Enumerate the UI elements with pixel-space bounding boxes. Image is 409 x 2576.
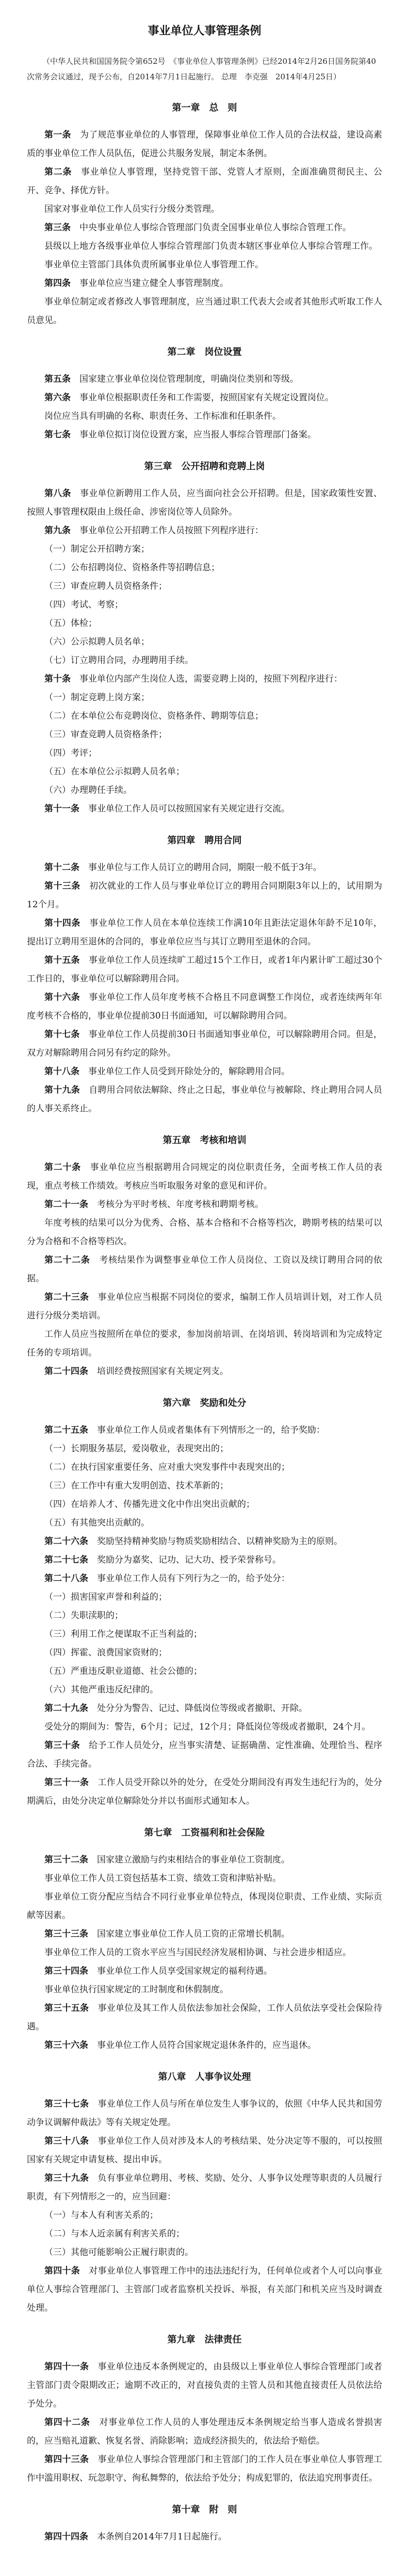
article xyxy=(27,2132,382,2169)
chapter-heading: 第四章 聘用合同 xyxy=(167,835,242,846)
chapter xyxy=(27,2501,382,2546)
article-number: 第三十四条 xyxy=(44,1966,88,1976)
article-number: 第十七条 xyxy=(44,1029,80,1040)
article xyxy=(27,2450,382,2487)
article-text: （六）公示拟聘人员名单； xyxy=(44,637,150,647)
article xyxy=(27,274,382,293)
article-text: 事业单位工作人员的工资水平应当与国民经济发展相协调、与社会进步相适应。 xyxy=(44,1947,351,1958)
article-number: 第三十五条 xyxy=(44,2003,89,2013)
article-number: 第三十一条 xyxy=(44,1777,89,1788)
article xyxy=(27,388,382,407)
article xyxy=(27,858,382,877)
article-number: 第四十二条 xyxy=(44,2417,90,2428)
article-number: 第十四条 xyxy=(44,918,80,928)
article-text: （五）有其他突出贡献的。 xyxy=(44,1518,150,1528)
article-number: 第十一条 xyxy=(44,804,79,814)
article-number: 第二条 xyxy=(44,167,72,177)
chapter xyxy=(27,457,382,818)
article-text: 事业单位应当根据聘用合同规定的岗位职责任务，全面考核工作人员的表现，重点考核工作绩效。考核应当听取服务对象的意见和评价。 xyxy=(27,1162,383,1191)
article xyxy=(27,2528,382,2546)
article-paragraph xyxy=(27,1888,382,1925)
article-text: 事业单位工作人员与所在单位发生人事争议的，依照《中华人民共和国劳动争议调解仲裁法》等有关规定处理。 xyxy=(27,2099,383,2128)
article-number: 第十三条 xyxy=(44,881,80,891)
article-text: （五）体检； xyxy=(44,618,97,629)
article-number: 第二十条 xyxy=(44,1162,81,1173)
article-text: （六）办理聘任手续。 xyxy=(44,785,132,795)
article-text: 奖励分为嘉奖、记功、记大功、授予荣誉称号。 xyxy=(97,1555,281,1565)
article-text: （五）严重违反职业道德、社会公德的； xyxy=(44,1666,202,1676)
article xyxy=(27,1532,382,1551)
list-item xyxy=(27,1606,382,1625)
article-text: 对事业单位工作人员的人事处理违反本条例规定给当事人造成名誉损害的，应当赔礼道歉、恢复名誉、消除影响；造成经济损失的，依法给予赔偿。 xyxy=(27,2417,383,2446)
article-text: 事业单位人事管理，坚持党管干部、党管人才原则，全面准确贯彻民主、公开、竞争、择优方针。 xyxy=(27,167,383,196)
article xyxy=(27,521,382,540)
article xyxy=(27,163,382,200)
article-text: 事业单位工作人员符合国家规定退休条件的，应当退休。 xyxy=(97,2040,316,2050)
article-text: 事业单位工作人员连续旷工超过15个工作日，或者1年内累计旷工超过30个工作日的，事业单位可以解除聘用合同。 xyxy=(27,955,382,984)
article-number: 第四十一条 xyxy=(44,2362,89,2372)
article-text: 事业单位新聘用工作人员，应当面向社会公开招聘。但是，国家政策性安置、按照人事管理权限由上级任命、涉密岗位等人员除外。 xyxy=(27,488,383,517)
article-text: 事业单位工作人员或者集体有下列情形之一的，给予奖励： xyxy=(97,1425,325,1435)
list-item xyxy=(27,762,382,781)
article-paragraph xyxy=(27,1214,382,1251)
article-text: 事业单位工作人员对涉及本人的考核结果、处分决定等不服的，可以按照国家有关规定申请复核、提出申诉。 xyxy=(27,2136,383,2165)
article-number: 第二十六条 xyxy=(44,1536,88,1547)
article-text: 初次就业的工作人员与事业单位订立的聘用合同期限3年以上的，试用期为12个月。 xyxy=(27,881,382,910)
article-number: 第二十七条 xyxy=(44,1555,88,1565)
article-text: 事业单位工作人员在本单位连续工作满10年且距法定退休年龄不足10年，提出订立聘用至退休的合同的，事业单位应当与其订立聘用至退休的合同。 xyxy=(27,918,383,947)
list-item xyxy=(27,707,382,725)
chapter xyxy=(27,99,382,330)
list-item xyxy=(27,540,382,558)
article xyxy=(27,426,382,444)
article-text: （三）其他可能影响公正履行职责的。 xyxy=(44,2247,193,2258)
article xyxy=(27,1062,382,1081)
article-text: 事业单位与工作人员订立的聘用合同，期限一般不低于3年。 xyxy=(88,862,322,873)
article-text: 事业单位工作人员可以按照国家有关规定进行交流。 xyxy=(88,804,290,814)
article-number: 第八条 xyxy=(44,488,71,499)
article-text: （一）长期服务基层，爱岗敬业，表现突出的； xyxy=(44,1444,228,1454)
article-paragraph xyxy=(27,237,382,256)
article-text: 事业单位工作人员受到开除处分的，解除聘用合同。 xyxy=(88,1066,290,1077)
chapter xyxy=(27,1394,382,1810)
list-item xyxy=(27,1514,382,1532)
article-text: （一）损害国家声誉和利益的； xyxy=(44,1592,167,1602)
article-text: 事业单位人事综合管理部门和主管部门的工作人员在事业单位人事管理工作中滥用职权、玩忽职守、徇私舞弊的，依法给予处分；构成犯罪的，依法追究刑事责任。 xyxy=(27,2454,383,2483)
article xyxy=(27,1195,382,1214)
article-text: 国家建立激励与约束相结合的事业单位工资制度。 xyxy=(97,1855,290,1865)
article xyxy=(27,2262,382,2317)
list-item xyxy=(27,558,382,577)
list-item xyxy=(27,1439,382,1458)
article-text: （一）制定竞聘上岗方案； xyxy=(44,692,150,703)
article-paragraph xyxy=(27,407,382,426)
article-number: 第十八条 xyxy=(44,1066,79,1077)
article xyxy=(27,1851,382,1869)
article-text: （二）失职渎职的； xyxy=(44,1611,123,1621)
article-text: 国家建立事业单位岗位管理制度，明确岗位类别和等级。 xyxy=(79,374,299,384)
article-number: 第三十七条 xyxy=(44,2099,89,2109)
article-text: 事业单位公开招聘工作人员按照下列程序进行： xyxy=(79,526,264,536)
list-item xyxy=(27,1588,382,1606)
chapter xyxy=(27,1824,382,2055)
article-text: （四）考试、考察； xyxy=(44,600,123,610)
article xyxy=(27,800,382,818)
article-text: 事业单位主管部门具体负责所属事业单位人事管理工作。 xyxy=(44,260,264,270)
article-text: （四）考评； xyxy=(44,748,97,758)
article-number: 第三十六条 xyxy=(44,2040,88,2050)
article-text: 工作人员应当按照所在单位的要求，参加岗前培训、在岗培训、转岗培训和为完成特定任务的专项培训。 xyxy=(27,1329,382,1358)
article-number: 第二十八条 xyxy=(44,1573,88,1584)
article-text: 事业单位工作人员有下列行为之一的，给予处分： xyxy=(97,1573,290,1584)
article xyxy=(27,1569,382,1588)
article-text: （二）公布招聘岗位、资格条件等招聘信息； xyxy=(44,563,220,573)
chapter xyxy=(27,832,382,1118)
list-item xyxy=(27,2225,382,2243)
article-paragraph xyxy=(27,1980,382,1999)
list-item xyxy=(27,1458,382,1477)
chapter xyxy=(27,343,382,444)
article-text: 给予工作人员处分，应当事实清楚、证据确凿、定性准确、处理恰当、程序合法、手续完备。 xyxy=(27,1740,383,1769)
article-number: 第十五条 xyxy=(44,955,80,965)
chapter xyxy=(27,1131,382,1381)
article-number: 第四十三条 xyxy=(44,2454,89,2465)
article-text: 考核分为平时考核、年度考核和聘期考核。 xyxy=(97,1199,264,1210)
article-text: 事业单位拟订岗位设置方案，应当报人事综合管理部门备案。 xyxy=(79,430,316,440)
list-item xyxy=(27,2243,382,2262)
article xyxy=(27,484,382,521)
article-number: 第十条 xyxy=(44,674,71,684)
article-text: （三）在工作中有重大发明创造、技术革新的； xyxy=(44,1481,228,1491)
article-text: 中央事业单位人事综合管理部门负责全国事业单位人事综合管理工作。 xyxy=(79,223,351,233)
article-paragraph xyxy=(27,1943,382,1962)
list-item xyxy=(27,2206,382,2225)
article-text: 为了规范事业单位的人事管理，保障事业单位工作人员的合法权益，建设高素质的事业单位工作人员队伍，促进公共服务发展，制定本条例。 xyxy=(27,130,383,159)
article-number: 第三条 xyxy=(44,223,71,233)
article-number: 第九条 xyxy=(44,526,71,536)
chapter-heading: 第二章 岗位设置 xyxy=(167,347,242,358)
chapter-heading: 第十章 附 则 xyxy=(172,2504,237,2515)
article-text: 事业单位工作人员享受国家规定的福利待遇。 xyxy=(97,1966,272,1976)
article-text: （五）在本单位公示拟聘人员名单； xyxy=(44,767,185,777)
article-number: 第四条 xyxy=(44,278,71,289)
article-text: （四）在培养人才、传播先进文化中作出突出贡献的； xyxy=(44,1499,255,1510)
article-text: （三）审查竞聘人员资格条件； xyxy=(44,730,167,740)
chapter-list xyxy=(27,99,382,2546)
article-number: 第七条 xyxy=(44,430,71,440)
chapter-heading: 第九章 法律责任 xyxy=(167,2334,242,2345)
article-text: （六）其他严重违反纪律的。 xyxy=(44,1685,158,1695)
list-item xyxy=(27,1681,382,1699)
chapter xyxy=(27,2331,382,2487)
article-text: 事业单位违反本条例规定的，由县级以上事业单位人事综合管理部门或者主管部门责令限期改正；逾期不改正的，对直接负责的主管人员和其他直接责任人员依法给予处分。 xyxy=(27,2362,383,2409)
article-text: 事业单位工作人员年度考核不合格且不同意调整工作岗位，或者连续两年年度考核不合格的，事业单位提前30日书面通知，可以解除聘用合同。 xyxy=(27,992,383,1021)
article-text: 国家建立事业单位工作人员工资的正常增长机制。 xyxy=(97,1929,290,1939)
article-number: 第二十二条 xyxy=(44,1255,90,1265)
article-text: （二）与本人近亲属有利害关系的； xyxy=(44,2229,185,2239)
article-text: （七）订立聘用合同，办理聘用手续。 xyxy=(44,655,193,666)
article-text: 工作人员受开除以外的处分，在受处分期间没有再发生违纪行为的，处分期满后，由处分决定单位解除处分并以书面形式通知本人。 xyxy=(27,1777,383,1806)
article-paragraph xyxy=(27,200,382,218)
article-number: 第二十四条 xyxy=(44,1366,88,1377)
article xyxy=(27,2095,382,2132)
article xyxy=(27,670,382,688)
list-item xyxy=(27,614,382,633)
article xyxy=(27,1362,382,1381)
article-number: 第二十五条 xyxy=(44,1425,88,1435)
article-text: （四）挥霍、浪费国家资财的； xyxy=(44,1648,167,1658)
list-item xyxy=(27,1643,382,1662)
article xyxy=(27,877,382,914)
article xyxy=(27,1699,382,1718)
list-item xyxy=(27,688,382,707)
article xyxy=(27,1551,382,1569)
chapter-heading: 第三章 公开招聘和竞聘上岗 xyxy=(144,461,265,472)
article-paragraph xyxy=(27,293,382,330)
article-number: 第二十三条 xyxy=(44,1292,89,1302)
article xyxy=(27,1251,382,1288)
article-paragraph xyxy=(27,1869,382,1888)
list-item xyxy=(27,781,382,800)
article-text: 奖励坚持精神奖励与物质奖励相结合、以精神奖励为主的原则。 xyxy=(97,1536,342,1547)
list-item xyxy=(27,744,382,762)
article xyxy=(27,2169,382,2206)
article-text: （三）审查应聘人员资格条件； xyxy=(44,581,167,591)
article-number: 第五条 xyxy=(44,374,71,384)
article-text: 培训经费按照国家有关规定列支。 xyxy=(97,1366,228,1377)
promulgation-note: （中华人民共和国国务院令第652号 《事业单位人事管理条例》已经2014年2月26日国务院第40次常务会议通过，现予公布，自2014年7月1日起施行。 总理 李克强 2014年4月25日） xyxy=(27,57,377,81)
article-text: 事业单位工资分配应当结合不同行业事业单位特点，体现岗位职责、工作业绩、实际贡献等因素。 xyxy=(27,1892,382,1921)
article-text: 处分分为警告、记过、降低岗位等级或者撤职、开除。 xyxy=(97,1703,307,1714)
article xyxy=(27,1025,382,1062)
article-number: 第十二条 xyxy=(44,862,79,873)
chapter-heading: 第八章 人事争议处理 xyxy=(158,2072,251,2082)
article xyxy=(27,218,382,237)
article xyxy=(27,914,382,951)
article-number: 第三十二条 xyxy=(44,1855,88,1865)
article-number: 第三十九条 xyxy=(44,2173,89,2183)
article xyxy=(27,370,382,388)
article xyxy=(27,951,382,988)
article-number: 第一条 xyxy=(44,130,71,140)
article-paragraph xyxy=(27,1718,382,1736)
list-item xyxy=(27,596,382,614)
article xyxy=(27,1288,382,1325)
article-text: 对事业单位人事管理工作中的违法违纪行为，任何单位或者个人可以向事业单位人事综合管理部门、主管部门或者监察机关投诉、举报，有关部门和机关应当及时调查处理。 xyxy=(27,2266,383,2313)
article xyxy=(27,1736,382,1773)
article-number: 第三十条 xyxy=(44,1740,80,1751)
article-text: 受处分的期间为：警告，6个月；记过，12个月；降低岗位等级或者撤职，24个月。 xyxy=(44,1722,371,1732)
article xyxy=(27,988,382,1025)
article xyxy=(27,1421,382,1439)
article-text: （二）在本单位公布竞聘岗位、资格条件、聘期等信息； xyxy=(44,711,264,721)
article-text: （一）与本人有利害关系的； xyxy=(44,2210,158,2221)
list-item xyxy=(27,1477,382,1495)
article xyxy=(27,1925,382,1943)
article xyxy=(27,1081,382,1118)
list-item xyxy=(27,1662,382,1681)
article-number: 第二十九条 xyxy=(44,1703,88,1714)
article-text: 负有事业单位聘用、考核、奖励、处分、人事争议处理等职责的人员履行职责，有下列情形之一的，应当回避： xyxy=(27,2173,383,2202)
article-text: 岗位应当具有明确的名称、职责任务、工作标准和任职条件。 xyxy=(44,411,281,421)
article xyxy=(27,126,382,163)
article-text: 本条例自2014年7月1日起施行。 xyxy=(97,2532,227,2542)
chapter xyxy=(27,2068,382,2317)
article-text: 国家对事业单位工作人员实行分级分类管理。 xyxy=(44,204,220,214)
article xyxy=(27,1999,382,2036)
article xyxy=(27,2036,382,2055)
chapter-heading: 第六章 奖励和处分 xyxy=(162,1398,247,1409)
article xyxy=(27,2413,382,2450)
article-number: 第十六条 xyxy=(44,992,80,1003)
article-text: 事业单位执行国家规定的工时制度和休假制度。 xyxy=(44,1985,228,1995)
article-paragraph xyxy=(27,256,382,274)
article-number: 第二十一条 xyxy=(44,1199,88,1210)
article-text: （一）制定公开招聘方案； xyxy=(44,544,150,554)
article-text: 事业单位内部产生岗位人选，需要竞聘上岗的，按照下列程序进行： xyxy=(79,674,342,684)
article-text: 事业单位制定或者修改人事管理制度，应当通过职工代表大会或者其他形式听取工作人员意见。 xyxy=(27,297,382,326)
article xyxy=(27,1158,382,1195)
list-item xyxy=(27,577,382,596)
article-text: 事业单位及其工作人员依法参加社会保险，工作人员依法享受社会保险待遇。 xyxy=(27,2003,383,2032)
list-item xyxy=(27,651,382,670)
list-item xyxy=(27,1625,382,1643)
article-number: 第四十条 xyxy=(44,2266,80,2276)
article-number: 第十九条 xyxy=(44,1085,80,1095)
article-text: 事业单位根据职责任务和工作需要，按照国家有关规定设置岗位。 xyxy=(79,393,334,403)
list-item xyxy=(27,633,382,651)
article-text: 考核结果作为调整事业单位工作人员岗位、工资以及续订聘用合同的依据。 xyxy=(27,1255,383,1284)
document-title: 事业单位人事管理条例 xyxy=(148,25,261,38)
article-text: （三）利用工作之便谋取不正当利益的； xyxy=(44,1629,202,1639)
article-text: 事业单位应当建立健全人事管理制度。 xyxy=(79,278,228,289)
list-item xyxy=(27,725,382,744)
chapter-heading: 第七章 工资福利和社会保险 xyxy=(144,1827,265,1838)
article-text: 年度考核的结果可以分为优秀、合格、基本合格和不合格等档次，聘期考核的结果可以分为合格和不合格等档次。 xyxy=(27,1218,382,1247)
list-item xyxy=(27,1495,382,1514)
article-paragraph xyxy=(27,1325,382,1362)
article-text: （二）在执行国家重要任务、应对重大突发事件中表现突出的； xyxy=(44,1462,290,1472)
article-text: 事业单位工作人员工资包括基本工资、绩效工资和津贴补贴。 xyxy=(44,1873,281,1884)
chapter-heading: 第一章 总 则 xyxy=(172,103,237,113)
chapter-heading: 第五章 考核和培训 xyxy=(162,1135,247,1146)
article-number: 第三十八条 xyxy=(44,2136,89,2146)
article-text: 事业单位工作人员提前30日书面通知事业单位，可以解除聘用合同。但是，双方对解除聘用合同另有约定的除外。 xyxy=(27,1029,383,1058)
article-number: 第四十四条 xyxy=(44,2532,88,2542)
article-number: 第六条 xyxy=(44,393,71,403)
article-text: 县级以上地方各级事业单位人事综合管理部门负责本辖区事业单位人事综合管理工作。 xyxy=(44,241,378,251)
article xyxy=(27,1962,382,1980)
article-text: 事业单位应当根据不同岗位的要求，编制工作人员培训计划，对工作人员进行分级分类培训。 xyxy=(27,1292,383,1321)
article-number: 第三十三条 xyxy=(44,1929,88,1939)
article xyxy=(27,1773,382,1810)
article xyxy=(27,2358,382,2413)
article-text: 自聘用合同依法解除、终止之日起，事业单位与被解除、终止聘用合同人员的人事关系终止。 xyxy=(27,1085,383,1114)
